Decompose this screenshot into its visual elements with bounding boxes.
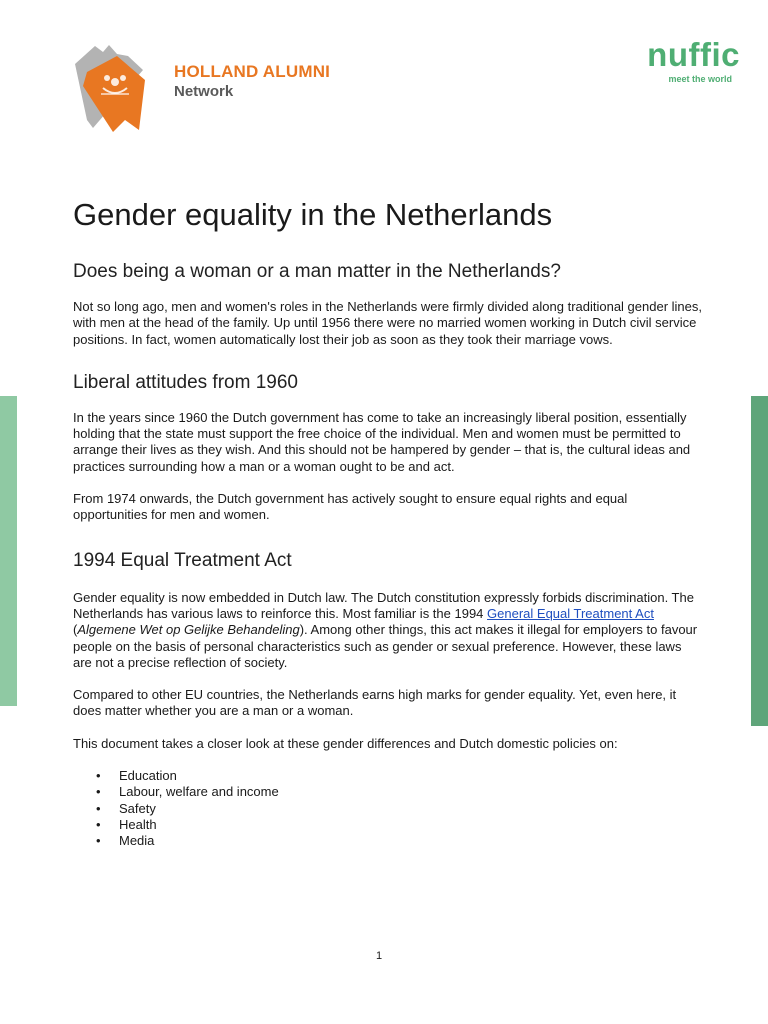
holland-alumni-badge-icon <box>73 42 169 132</box>
law-text-paren: ( <box>73 622 78 638</box>
nuffic-wordmark: nuffic <box>647 36 740 73</box>
holland-alumni-subtitle: Network <box>174 83 234 100</box>
law-text-intro: Gender equality is now embedded in Dutch law. The Dutch constitution expressly forbids discrimination. The Netherlands has various laws to reinforce this. Most familiar is the 1994 <box>73 589 694 621</box>
holland-alumni-logo <box>73 42 373 132</box>
paragraph-history: Not so long ago, men and women's roles in the Netherlands were firmly divided along traditional gender lines, with men at the head of the family. Up until 1956 there were no married women working in Dutch civil service positions. In fact, women automatically lost their job as soon as they took their marriage vows. <box>73 299 702 347</box>
section-heading-gender-matter: Does being a woman or a man matter in the Netherlands? <box>73 261 561 282</box>
paragraph-liberal-position: In the years since 1960 the Dutch government has come to take an increasingly liberal position, essentially holding that the state must support the free choice of the individual. Men and women must be permitted to arrange their lives as they wish. And this should not be hampered by gender – that is, the cultural ideas and practices surrounding how a man or a woman ought to be and act. <box>73 409 691 474</box>
law-text-rest: ). Among other things, this act makes it illegal for employers to favour people on the basis of personal characteristics such as gender or sexual preference. However, these laws are not a precise reflection of society. <box>73 622 698 670</box>
paragraph-1974: From 1974 onwards, the Dutch government has actively sought to ensure equal rights and equal opportunities for men and women. <box>73 491 628 523</box>
paragraph-law <box>73 590 703 671</box>
nuffic-logo <box>600 38 740 88</box>
list-item: • Labour, welfare and income <box>100 784 703 800</box>
document-title: Gender equality in the Netherlands <box>73 197 553 232</box>
paragraph-eu-comparison: Compared to other EU countries, the Netherlands earns high marks for gender equality. Yet, even here, it does matter whether you are a man or a woman. <box>73 687 677 719</box>
paragraph-policies-intro: This document takes a closer look at these gender differences and Dutch domestic policies on: <box>73 735 618 751</box>
list-item: • Education <box>100 768 703 784</box>
nuffic-tagline: meet the world <box>668 74 732 84</box>
list-item: • Safety <box>100 801 703 817</box>
page-number: 1 <box>376 950 383 962</box>
holland-alumni-title: HOLLAND ALUMNI <box>174 62 331 81</box>
dutch-act-name: Algemene Wet op Gelijke Behandeling <box>77 622 300 638</box>
equal-treatment-act-link[interactable]: General Equal Treatment Act <box>487 605 654 621</box>
list-item: • Health <box>100 817 703 833</box>
policy-list <box>73 768 703 849</box>
left-decorative-bar <box>0 396 17 706</box>
list-item: • Media <box>100 833 703 849</box>
section-heading-liberal-attitudes: Liberal attitudes from 1960 <box>73 371 298 393</box>
document-body <box>73 195 703 850</box>
right-decorative-bar <box>751 396 768 726</box>
section-heading-equal-treatment-act: 1994 Equal Treatment Act <box>73 549 292 571</box>
